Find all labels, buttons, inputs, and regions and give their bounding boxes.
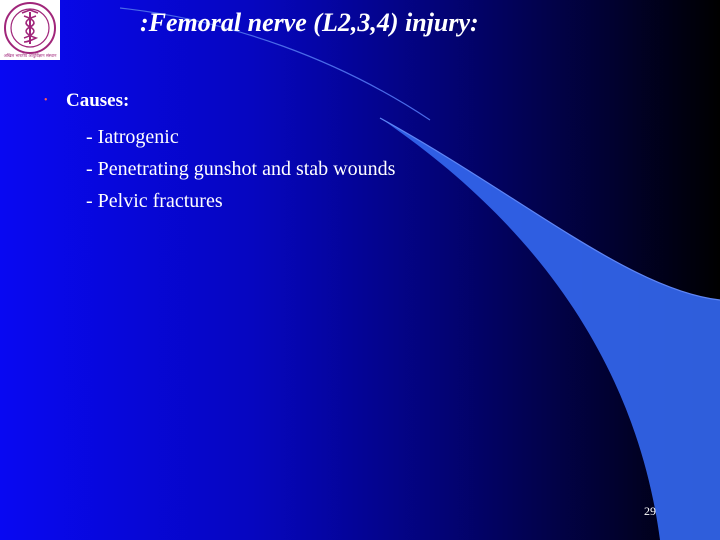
page-number: 29 [644, 504, 656, 518]
bullet-label: Causes: [66, 90, 130, 111]
bullet-dot-icon: • [44, 95, 48, 106]
list-item: - Penetrating gunshot and stab wounds [86, 158, 396, 180]
list-item: - Pelvic fractures [86, 190, 223, 212]
bullet-causes [44, 90, 129, 112]
logo-caption: अखिल भारतीय आयुर्विज्ञान संस्थान [3, 53, 57, 58]
institute-emblem-icon [0, 0, 60, 60]
list-item: - Iatrogenic [86, 126, 179, 148]
institute-logo [0, 0, 60, 60]
causes-list [86, 124, 395, 220]
slide-title: :Femoral nerve (L2,3,4) injury: [140, 8, 479, 37]
